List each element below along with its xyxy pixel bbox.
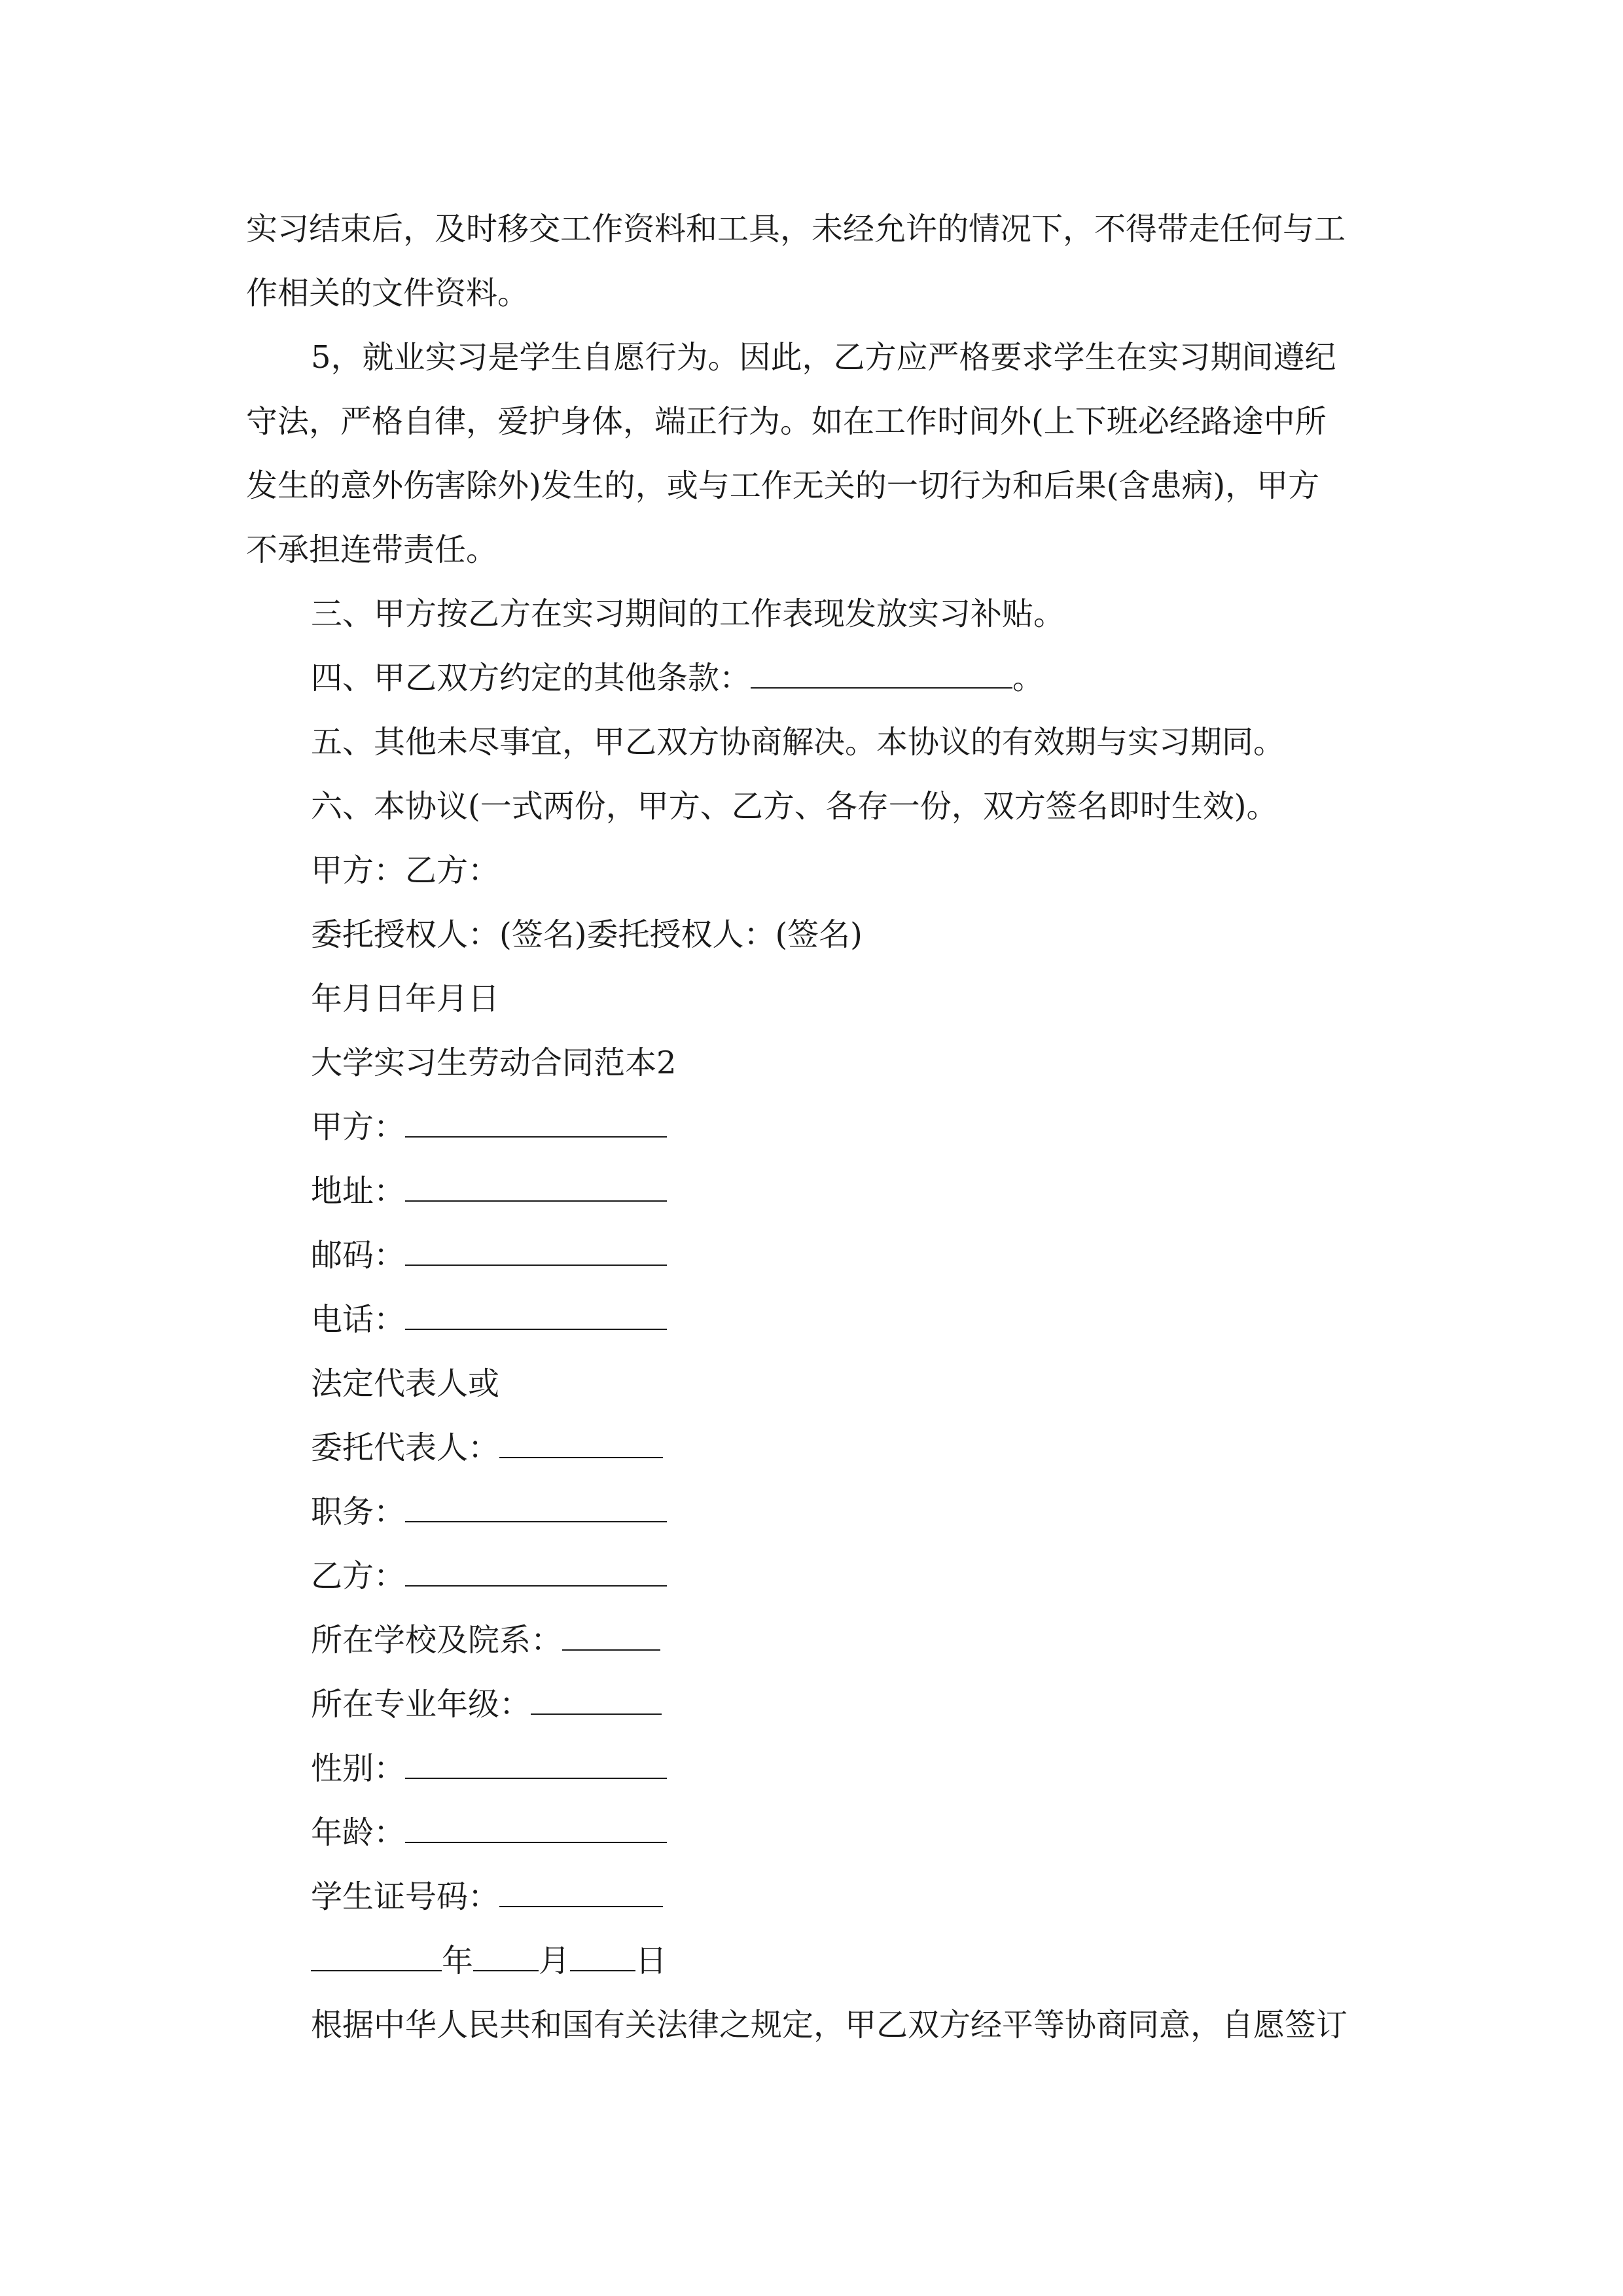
blank-field (405, 1107, 667, 1138)
blank-field (499, 1877, 663, 1907)
month-label: 月 (539, 1943, 571, 1979)
delegate-field (311, 1428, 663, 1467)
field-label: 所在学校及院系： (311, 1622, 563, 1659)
signature-labels: 委托授权人：(签名)委托授权人：(签名) (311, 916, 863, 953)
field-label: 所在专业年级： (311, 1686, 531, 1723)
date-labels: 年月日年月日 (311, 980, 500, 1017)
party-labels: 甲方：乙方： (311, 852, 500, 889)
legal-rep-label: 法定代表人或 (311, 1365, 500, 1402)
blank-day (570, 1941, 635, 1971)
day-label: 日 (635, 1943, 668, 1979)
paragraph-line: 5，就业实习是学生自愿行为。因此，乙方应严格要求学生在实习期间遵纪 (311, 339, 1336, 376)
blank-field (405, 1172, 667, 1202)
clause-5: 五、其他未尽事宜，甲乙双方协商解决。本协议的有效期与实习期同。 (311, 724, 1285, 761)
paragraph-line: 根据中华人民共和国有关法律之规定，甲乙双方经平等协商同意，自愿签订 (311, 2007, 1348, 2043)
clause-4 (311, 658, 1044, 698)
field-label: 地址： (311, 1173, 406, 1210)
paragraph-line: 作相关的文件资料。 (246, 275, 529, 312)
blank-field (405, 1492, 667, 1522)
blank-year (311, 1941, 442, 1971)
clause-4-end: 。 (1012, 660, 1044, 696)
party-b-field (311, 1556, 667, 1596)
paragraph-line: 发生的意外伤害除外)发生的，或与工作无关的一切行为和后果(含患病)，甲方 (246, 467, 1320, 504)
blank-field (531, 1685, 662, 1715)
section-title: 大学实习生劳动合同范本2 (311, 1045, 677, 1081)
gender-field (311, 1749, 667, 1788)
postcode-field (311, 1236, 667, 1275)
blank-field (405, 1749, 667, 1779)
blank-field (405, 1556, 667, 1587)
address-field (311, 1172, 667, 1211)
age-field (311, 1813, 667, 1852)
field-label: 电话： (311, 1301, 406, 1338)
field-label: 年龄： (311, 1814, 406, 1851)
clause-3: 三、甲方按乙方在实习期间的工作表现发放实习补贴。 (311, 596, 1065, 632)
blank-field (499, 1428, 663, 1458)
blank-field (405, 1300, 667, 1330)
field-label: 职务： (311, 1494, 406, 1530)
clause-4-label: 四、甲乙双方约定的其他条款： (311, 660, 751, 696)
field-label: 学生证号码： (311, 1878, 500, 1915)
field-label: 邮码： (311, 1237, 406, 1274)
year-label: 年 (442, 1943, 474, 1979)
paragraph-line: 不承担连带责任。 (246, 531, 498, 568)
party-a-field (311, 1107, 667, 1147)
blank-field (405, 1236, 667, 1266)
blank-field (562, 1621, 660, 1651)
phone-field (311, 1300, 667, 1339)
paragraph-line: 守法，严格自律，爱护身体，端正行为。如在工作时间外(上下班必经路途中所 (246, 403, 1327, 440)
blank-month (473, 1941, 539, 1971)
field-label: 甲方： (311, 1109, 406, 1145)
student-id-field (311, 1877, 663, 1916)
field-label: 委托代表人： (311, 1429, 500, 1466)
paragraph-line: 实习结束后，及时移交工作资料和工具，未经允许的情况下，不得带走任何与工 (246, 211, 1346, 247)
date-field (311, 1941, 667, 1981)
major-field (311, 1685, 662, 1724)
blank-field (751, 658, 1012, 689)
school-field (311, 1621, 660, 1660)
clause-6: 六、本协议(一式两份，甲方、乙方、各存一份，双方签名即时生效)。 (311, 788, 1278, 825)
field-label: 性别： (311, 1750, 406, 1787)
blank-field (405, 1813, 667, 1843)
field-label: 乙方： (311, 1558, 406, 1594)
position-field (311, 1492, 667, 1532)
